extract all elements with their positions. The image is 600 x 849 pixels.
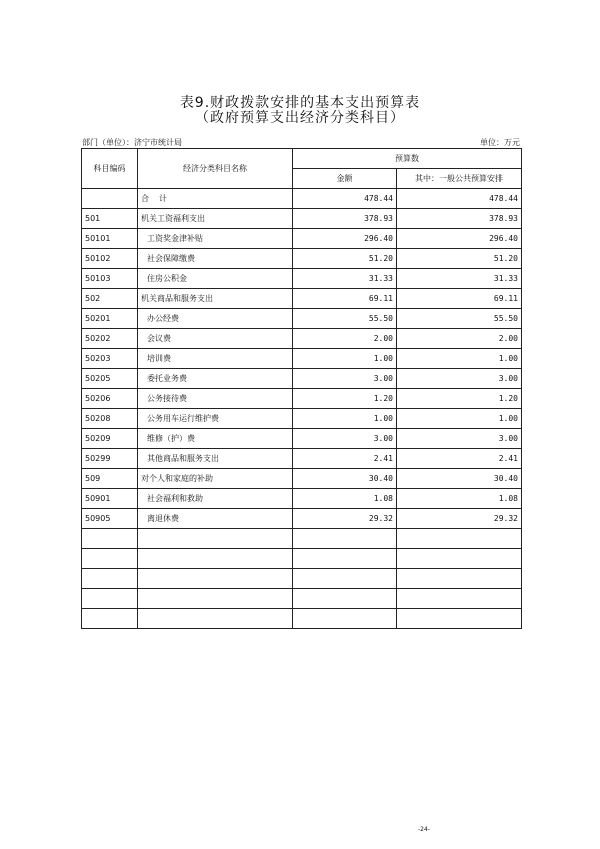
row-general: 31.33	[397, 269, 522, 289]
total-general: 478.44	[397, 189, 522, 209]
empty-cell	[138, 609, 293, 629]
row-general: 3.00	[397, 429, 522, 449]
row-code: 50206	[82, 389, 138, 409]
row-general: 30.40	[397, 469, 522, 489]
department-label: 部门（单位）：济宁市统计局	[82, 138, 182, 147]
table-row	[82, 449, 522, 469]
row-general: 378.93	[397, 209, 522, 229]
total-amount: 478.44	[293, 189, 397, 209]
total-code	[82, 189, 138, 209]
row-general: 1.08	[397, 489, 522, 509]
empty-cell	[293, 529, 397, 549]
row-amount: 69.11	[293, 289, 397, 309]
row-amount: 3.00	[293, 429, 397, 449]
empty-cell	[293, 549, 397, 569]
empty-cell	[397, 549, 522, 569]
row-code: 50101	[82, 229, 138, 249]
table-row	[82, 209, 522, 229]
table-row	[82, 509, 522, 529]
row-amount: 30.40	[293, 469, 397, 489]
row-general: 296.40	[397, 229, 522, 249]
row-general: 1.00	[397, 409, 522, 429]
empty-cell	[138, 529, 293, 549]
empty-cell	[293, 589, 397, 609]
row-general: 51.20	[397, 249, 522, 269]
empty-cell	[82, 609, 138, 629]
empty-row	[82, 549, 522, 569]
row-amount: 55.50	[293, 309, 397, 329]
empty-row	[82, 609, 522, 629]
empty-cell	[397, 589, 522, 609]
row-code: 50102	[82, 249, 138, 269]
row-name: 其他商品和服务支出	[138, 449, 293, 469]
row-code: 50202	[82, 329, 138, 349]
header-name: 经济分类科目名称	[138, 149, 293, 189]
empty-row	[82, 569, 522, 589]
empty-cell	[397, 529, 522, 549]
row-code: 50103	[82, 269, 138, 289]
table-row	[82, 329, 522, 349]
table-row	[82, 389, 522, 409]
table-row	[82, 369, 522, 389]
table-row	[82, 429, 522, 449]
row-code: 50201	[82, 309, 138, 329]
row-name: 机关工资福利支出	[138, 209, 293, 229]
table-row	[82, 409, 522, 429]
row-name: 社会福利和救助	[138, 489, 293, 509]
row-amount: 29.32	[293, 509, 397, 529]
row-general: 1.00	[397, 349, 522, 369]
row-amount: 1.00	[293, 409, 397, 429]
empty-cell	[138, 589, 293, 609]
row-amount: 1.00	[293, 349, 397, 369]
table-row	[82, 309, 522, 329]
row-name: 公务用车运行维护费	[138, 409, 293, 429]
row-name: 离退休费	[138, 509, 293, 529]
row-code: 50203	[82, 349, 138, 369]
row-name: 社会保障缴费	[138, 249, 293, 269]
row-name: 对个人和家庭的补助	[138, 469, 293, 489]
total-row	[82, 189, 522, 209]
empty-cell	[82, 529, 138, 549]
row-general: 2.00	[397, 329, 522, 349]
empty-cell	[138, 569, 293, 589]
empty-cell	[82, 569, 138, 589]
row-name: 办公经费	[138, 309, 293, 329]
row-amount: 378.93	[293, 209, 397, 229]
budget-table	[81, 148, 522, 629]
header-amount: 金额	[293, 169, 397, 189]
row-general: 2.41	[397, 449, 522, 469]
empty-cell	[138, 549, 293, 569]
row-code: 50299	[82, 449, 138, 469]
row-general: 55.50	[397, 309, 522, 329]
row-amount: 51.20	[293, 249, 397, 269]
empty-row	[82, 589, 522, 609]
empty-cell	[82, 589, 138, 609]
header-budget: 预算数	[293, 149, 522, 169]
empty-cell	[397, 569, 522, 589]
row-amount: 2.00	[293, 329, 397, 349]
empty-row	[82, 529, 522, 549]
table-row	[82, 349, 522, 369]
row-name: 委托业务费	[138, 369, 293, 389]
row-name: 维修（护）费	[138, 429, 293, 449]
table-subtitle: （政府预算支出经济分类科目）	[195, 110, 405, 126]
table-body	[82, 189, 522, 629]
row-name: 公务接待费	[138, 389, 293, 409]
row-code: 501	[82, 209, 138, 229]
table-row	[82, 289, 522, 309]
row-name: 住房公积金	[138, 269, 293, 289]
row-amount: 1.20	[293, 389, 397, 409]
row-general: 29.32	[397, 509, 522, 529]
table-row	[82, 229, 522, 249]
row-general: 3.00	[397, 369, 522, 389]
row-code: 50901	[82, 489, 138, 509]
row-code: 50205	[82, 369, 138, 389]
row-amount: 1.08	[293, 489, 397, 509]
row-general: 1.20	[397, 389, 522, 409]
header-general: 其中：一般公共预算安排	[397, 169, 522, 189]
table-row	[82, 269, 522, 289]
row-general: 69.11	[397, 289, 522, 309]
table-title: 表9.财政拨款安排的基本支出预算表	[179, 95, 421, 111]
row-code: 509	[82, 469, 138, 489]
table-row	[82, 489, 522, 509]
empty-cell	[397, 609, 522, 629]
row-amount: 31.33	[293, 269, 397, 289]
empty-cell	[293, 569, 397, 589]
empty-cell	[293, 609, 397, 629]
row-code: 50208	[82, 409, 138, 429]
total-label: 合计	[138, 189, 293, 209]
row-code: 50209	[82, 429, 138, 449]
table-row	[82, 249, 522, 269]
empty-cell	[82, 549, 138, 569]
table-row	[82, 469, 522, 489]
row-code: 50905	[82, 509, 138, 529]
page-number: -24-	[418, 826, 430, 833]
row-amount: 296.40	[293, 229, 397, 249]
row-amount: 3.00	[293, 369, 397, 389]
row-name: 工资奖金津补贴	[138, 229, 293, 249]
unit-label: 单位：万元	[480, 138, 520, 147]
row-name: 机关商品和服务支出	[138, 289, 293, 309]
row-name: 培训费	[138, 349, 293, 369]
row-name: 会议费	[138, 329, 293, 349]
header-code: 科目编码	[82, 149, 138, 189]
row-amount: 2.41	[293, 449, 397, 469]
row-code: 502	[82, 289, 138, 309]
